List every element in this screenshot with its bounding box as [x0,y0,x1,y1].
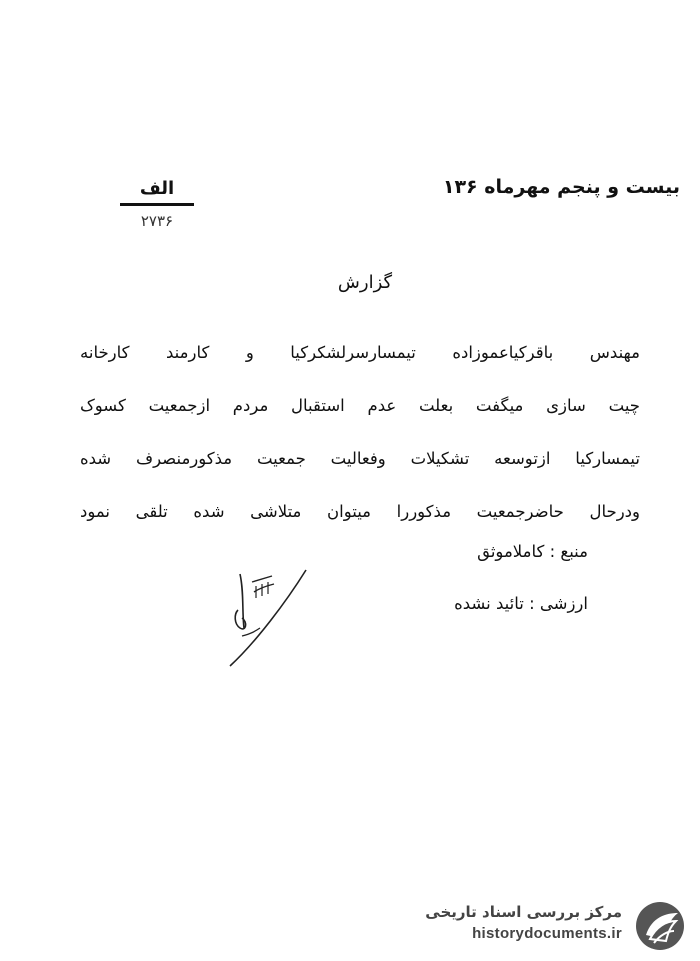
book-pages-icon [632,899,688,953]
document-title: گزارش [337,272,393,293]
report-line: تیمسارکیا ازتوسعه تشکیلات وفعالیت جمعیت مذکورمنصرف شده [80,449,640,468]
reference-underline [120,203,194,206]
reference-block [112,178,202,230]
archive-watermark [398,899,688,953]
handwritten-signature [226,562,316,672]
archive-website: historydocuments.ir [472,925,622,942]
reference-label: الف [139,178,175,199]
report-line: چیت سازی میگفت بعلت عدم استقبال مردم ازجمعیت کسوک [80,396,640,415]
reference-number: ۲۷۳۶ [140,212,174,230]
report-line: ودرحال حاضرجمعیت مذکوررا میتوان متلاشی شده تلقی نمود [80,502,640,521]
report-line: مهندس باقرکیاعموزاده تیمسارسرلشکرکیا و کارمند کارخانه [80,343,640,362]
report-body [80,340,640,552]
source-line: منبع : کاملاموثق [477,542,588,561]
evaluation-line: ارزشی : تائید نشده [454,594,588,613]
archive-text [402,901,622,945]
document-date: بیست و پنجم مهرماه ۱۳۶ [442,176,680,198]
archive-name: مرکز بررسی اسناد تاریخی [425,903,622,921]
